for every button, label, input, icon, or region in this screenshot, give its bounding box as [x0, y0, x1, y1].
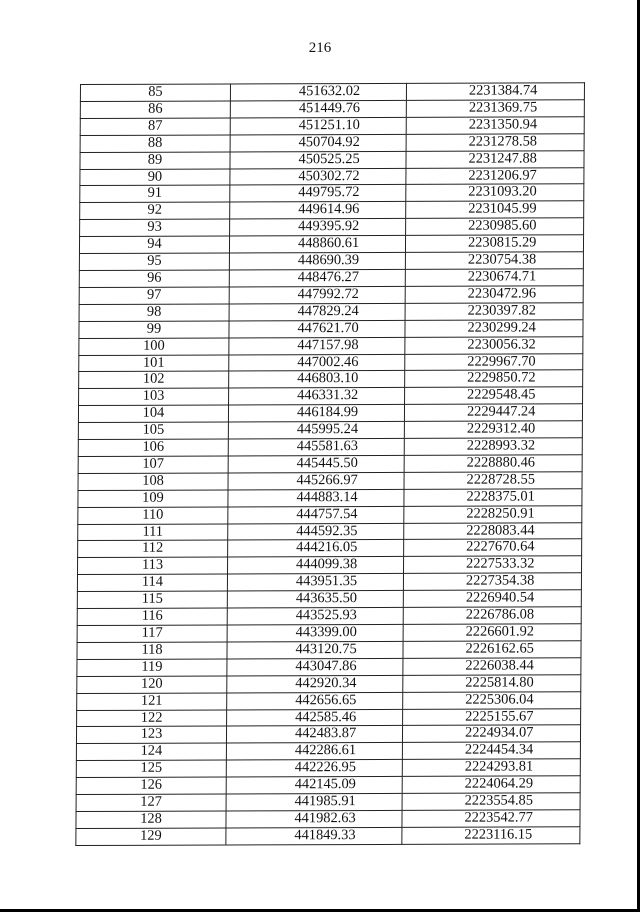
coordinate-table-wrapper: [75, 82, 585, 846]
y-coordinate-cell: 2229447.24: [404, 404, 582, 422]
point-number-cell: 120: [77, 676, 227, 693]
y-coordinate-cell: 2223116.15: [402, 827, 580, 845]
x-coordinate-cell: 442226.95: [226, 760, 402, 778]
x-coordinate-cell: 447829.24: [229, 303, 405, 321]
y-coordinate-cell: 2229312.40: [404, 421, 582, 439]
y-coordinate-cell: 2231278.58: [406, 133, 584, 151]
x-coordinate-cell: 447157.98: [229, 337, 405, 355]
point-number-cell: 101: [79, 354, 229, 371]
x-coordinate-cell: 448476.27: [229, 269, 405, 287]
point-number-cell: 124: [76, 743, 226, 760]
y-coordinate-cell: 2231384.74: [406, 83, 584, 101]
x-coordinate-cell: 446803.10: [229, 371, 405, 389]
point-number-cell: 99: [79, 321, 229, 338]
point-number-cell: 90: [80, 169, 230, 186]
point-number-cell: 129: [76, 828, 226, 845]
x-coordinate-cell: 445445.50: [228, 455, 404, 473]
y-coordinate-cell: 2226601.92: [403, 624, 581, 642]
table-row: [80, 117, 584, 136]
x-coordinate-cell: 450525.25: [230, 151, 406, 169]
point-number-cell: 111: [78, 524, 228, 541]
x-coordinate-cell: 444592.35: [228, 523, 404, 541]
x-coordinate-cell: 442483.87: [226, 726, 402, 744]
x-coordinate-cell: 444216.05: [228, 540, 404, 558]
x-coordinate-cell: 442145.09: [226, 777, 402, 795]
point-number-cell: 115: [77, 591, 227, 608]
table-row: [77, 658, 581, 677]
coordinate-table: [75, 82, 585, 846]
y-coordinate-cell: 2225155.67: [403, 708, 581, 726]
x-coordinate-cell: 450704.92: [230, 134, 406, 152]
point-number-cell: 122: [77, 710, 227, 727]
y-coordinate-cell: 2231350.94: [406, 117, 584, 135]
point-number-cell: 121: [77, 693, 227, 710]
point-number-cell: 108: [78, 473, 228, 490]
point-number-cell: 113: [78, 557, 228, 574]
y-coordinate-cell: 2224293.81: [402, 759, 580, 777]
point-number-cell: 91: [80, 185, 230, 202]
x-coordinate-cell: 444099.38: [227, 557, 403, 575]
y-coordinate-cell: 2228880.46: [404, 455, 582, 473]
point-number-cell: 98: [79, 304, 229, 321]
point-number-cell: 87: [80, 118, 230, 135]
x-coordinate-cell: 448860.61: [229, 236, 405, 254]
y-coordinate-cell: 2230397.82: [405, 303, 583, 321]
x-coordinate-cell: 445581.63: [228, 438, 404, 456]
y-coordinate-cell: 2228993.32: [404, 438, 582, 456]
x-coordinate-cell: 451632.02: [230, 83, 406, 101]
point-number-cell: 94: [79, 236, 229, 253]
point-number-cell: 114: [77, 574, 227, 591]
y-coordinate-cell: 2231369.75: [406, 100, 584, 118]
x-coordinate-cell: 445995.24: [228, 421, 404, 439]
y-coordinate-cell: 2228083.44: [404, 522, 582, 540]
point-number-cell: 104: [78, 405, 228, 422]
point-number-cell: 102: [79, 371, 229, 388]
point-number-cell: 116: [77, 608, 227, 625]
table-row: [79, 303, 583, 322]
point-number-cell: 128: [76, 811, 226, 828]
point-number-cell: 106: [78, 439, 228, 456]
table-row: [79, 336, 583, 355]
x-coordinate-cell: 443525.93: [227, 607, 403, 625]
table-row: [77, 691, 581, 710]
x-coordinate-cell: 448690.39: [229, 252, 405, 270]
coordinate-table-body: [76, 83, 585, 846]
point-number-cell: 89: [80, 152, 230, 169]
y-coordinate-cell: 2229548.45: [405, 387, 583, 405]
point-number-cell: 117: [77, 625, 227, 642]
table-row: [80, 150, 584, 169]
y-coordinate-cell: 2224064.29: [402, 776, 580, 794]
y-coordinate-cell: 2231045.99: [406, 201, 584, 219]
y-coordinate-cell: 2230299.24: [405, 319, 583, 337]
x-coordinate-cell: 444757.54: [228, 506, 404, 524]
x-coordinate-cell: 449795.72: [230, 185, 406, 203]
x-coordinate-cell: 443951.35: [227, 574, 403, 592]
x-coordinate-cell: 442585.46: [227, 709, 403, 727]
point-number-cell: 112: [78, 540, 228, 557]
x-coordinate-cell: 447002.46: [229, 354, 405, 372]
point-number-cell: 100: [79, 338, 229, 355]
point-number-cell: 103: [79, 388, 229, 405]
point-number-cell: 93: [80, 219, 230, 236]
x-coordinate-cell: 449614.96: [230, 202, 406, 220]
y-coordinate-cell: 2225814.80: [403, 674, 581, 692]
table-row: [77, 674, 581, 693]
point-number-cell: 86: [80, 101, 230, 118]
x-coordinate-cell: 441849.33: [226, 827, 402, 845]
y-coordinate-cell: 2228250.91: [404, 505, 582, 523]
y-coordinate-cell: 2230674.71: [405, 269, 583, 287]
y-coordinate-cell: 2231093.20: [406, 184, 584, 202]
page-number: 216: [308, 40, 332, 56]
y-coordinate-cell: 2231247.88: [406, 150, 584, 168]
table-row: [79, 286, 583, 305]
y-coordinate-cell: 2223554.85: [402, 793, 580, 811]
point-number-cell: 127: [76, 794, 226, 811]
x-coordinate-cell: 446184.99: [228, 405, 404, 423]
point-number-cell: 92: [80, 202, 230, 219]
point-number-cell: 97: [79, 287, 229, 304]
y-coordinate-cell: 2226940.54: [403, 590, 581, 608]
y-coordinate-cell: 2226786.08: [403, 607, 581, 625]
point-number-cell: 123: [76, 726, 226, 743]
x-coordinate-cell: 447621.70: [229, 320, 405, 338]
x-coordinate-cell: 449395.92: [230, 219, 406, 237]
x-coordinate-cell: 442656.65: [227, 692, 403, 710]
y-coordinate-cell: 2230754.38: [405, 252, 583, 270]
point-number-cell: 118: [77, 642, 227, 659]
y-coordinate-cell: 2226162.65: [403, 641, 581, 659]
y-coordinate-cell: 2230815.29: [405, 235, 583, 253]
point-number-cell: 109: [78, 490, 228, 507]
table-row: [79, 319, 583, 338]
point-number-cell: 125: [76, 760, 226, 777]
point-number-cell: 88: [80, 135, 230, 152]
y-coordinate-cell: 2227354.38: [403, 573, 581, 591]
y-coordinate-cell: 2228728.55: [404, 472, 582, 490]
y-coordinate-cell: 2224934.07: [402, 725, 580, 743]
point-number-cell: 126: [76, 777, 226, 794]
x-coordinate-cell: 447992.72: [229, 286, 405, 304]
x-coordinate-cell: 450302.72: [230, 168, 406, 186]
x-coordinate-cell: 443399.00: [227, 624, 403, 642]
x-coordinate-cell: 442286.61: [226, 743, 402, 761]
table-row: [80, 100, 584, 119]
point-number-cell: 96: [79, 270, 229, 287]
y-coordinate-cell: 2230985.60: [406, 218, 584, 236]
x-coordinate-cell: 446331.32: [229, 388, 405, 406]
y-coordinate-cell: 2226038.44: [403, 658, 581, 676]
point-number-cell: 107: [78, 456, 228, 473]
y-coordinate-cell: 2229967.70: [405, 353, 583, 371]
y-coordinate-cell: 2225306.04: [403, 691, 581, 709]
x-coordinate-cell: 451449.76: [230, 100, 406, 118]
table-row: [76, 827, 580, 846]
x-coordinate-cell: 443120.75: [227, 641, 403, 659]
x-coordinate-cell: 441985.91: [226, 793, 402, 811]
point-number-cell: 85: [80, 84, 230, 101]
table-row: [78, 472, 582, 491]
x-coordinate-cell: 443635.50: [227, 591, 403, 609]
x-coordinate-cell: 442920.34: [227, 675, 403, 693]
table-row: [78, 505, 582, 524]
table-row: [78, 489, 582, 508]
y-coordinate-cell: 2227670.64: [404, 539, 582, 557]
point-number-cell: 119: [77, 659, 227, 676]
y-coordinate-cell: 2227533.32: [403, 556, 581, 574]
y-coordinate-cell: 2230056.32: [405, 336, 583, 354]
point-number-cell: 105: [78, 422, 228, 439]
y-coordinate-cell: 2223542.77: [402, 810, 580, 828]
y-coordinate-cell: 2224454.34: [402, 742, 580, 760]
y-coordinate-cell: 2229850.72: [405, 370, 583, 388]
x-coordinate-cell: 441982.63: [226, 810, 402, 828]
table-row: [80, 133, 584, 152]
x-coordinate-cell: 445266.97: [228, 472, 404, 490]
x-coordinate-cell: 444883.14: [228, 489, 404, 507]
x-coordinate-cell: 443047.86: [227, 658, 403, 676]
point-number-cell: 110: [78, 507, 228, 524]
y-coordinate-cell: 2228375.01: [404, 489, 582, 507]
y-coordinate-cell: 2230472.96: [405, 286, 583, 304]
y-coordinate-cell: 2231206.97: [406, 167, 584, 185]
point-number-cell: 95: [79, 253, 229, 270]
x-coordinate-cell: 451251.10: [230, 117, 406, 135]
